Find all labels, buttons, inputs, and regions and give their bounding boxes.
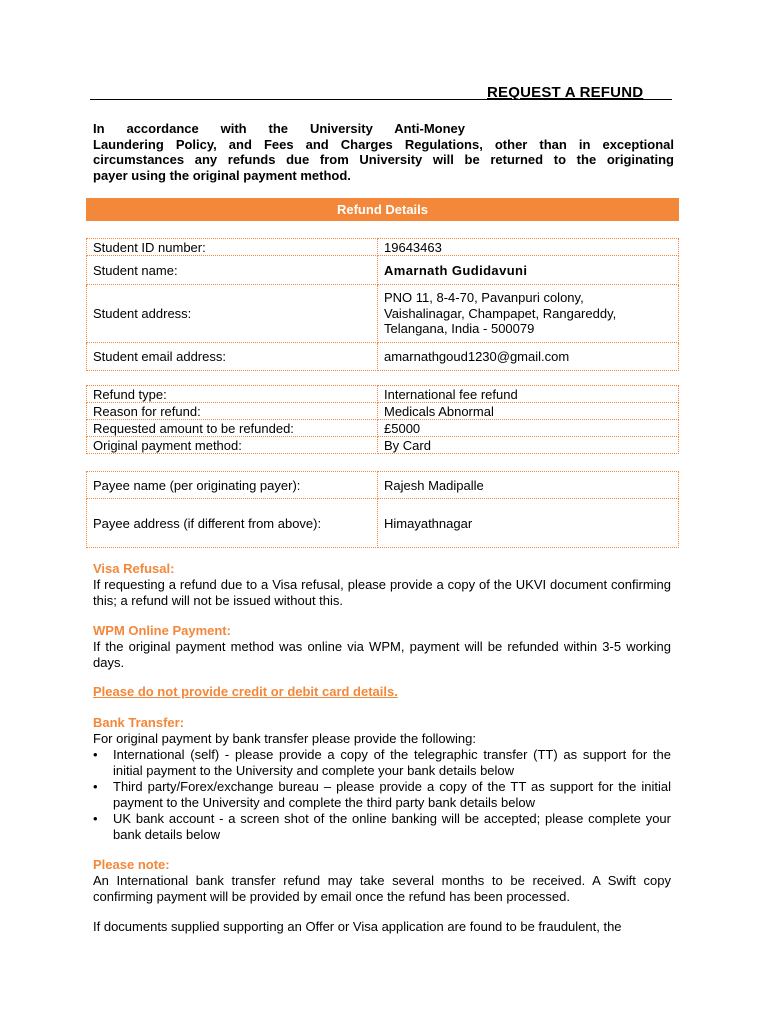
table-row [87,472,679,499]
card-warning [93,684,671,700]
student-email-value[interactable]: amarnathgoud1230@gmail.com [378,343,679,371]
list-item: • UK bank account - a screen shot of the online banking will be accepted; please complete your bank details below [93,811,671,843]
refund-reason-label: Reason for refund: [87,403,378,420]
bank-heading: Bank Transfer: [93,715,185,730]
student-details-table [86,238,679,371]
student-id-value[interactable]: 19643463 [378,239,679,256]
bank-bullet-list [93,747,671,843]
note-section [93,857,671,905]
wpm-heading: WPM Online Payment: [93,623,231,638]
intro-line: In accordance with the University Anti-Money [93,121,465,136]
wpm-section [93,623,671,671]
intro-line: payer using the original payment method. [93,167,351,183]
student-id-label: Student ID number: [87,239,378,256]
table-row [87,437,679,454]
fraud-text: If documents supplied supporting an Offer or Visa application are found to be fraudulent, the [93,919,622,934]
payment-method-value[interactable]: By Card [378,437,679,454]
refund-type-label: Refund type: [87,386,378,403]
student-name-label: Student name: [87,256,378,285]
student-address-value[interactable] [378,285,679,343]
table-row [87,420,679,437]
table-row [87,239,679,256]
table-row [87,386,679,403]
payee-name-label: Payee name (per originating payer): [87,472,378,499]
payee-address-value[interactable]: Himayathnagar [378,499,679,548]
address-line: PNO 11, 8-4-70, Pavanpuri colony, [384,290,584,306]
fraud-section [93,919,671,935]
payment-method-label: Original payment method: [87,437,378,454]
wpm-text: If the original payment method was online via WPM, payment will be refunded within 3-5 working days. [93,639,671,670]
table-row [87,256,679,285]
refund-reason-value[interactable]: Medicals Abnormal [378,403,679,420]
student-name-value[interactable]: Amarnath Gudidavuni [378,256,679,285]
note-heading: Please note: [93,857,170,872]
refund-info-table [86,385,679,454]
payee-name-value[interactable]: Rajesh Madipalle [378,472,679,499]
address-line: Telangana, India - 500079 [384,321,535,337]
intro-line: circumstances any refunds due from University will be returned to the originating [93,152,674,167]
bank-transfer-section [93,715,671,843]
table-row [87,343,679,371]
list-item: • International (self) - please provide a copy of the telegraphic transfer (TT) as support for the initial payment to the University and complete your bank details below [93,747,671,779]
bank-text: For original payment by bank transfer please provide the following: [93,731,476,746]
intro-line: Laundering Policy, and Fees and Charges Regulations, other than in exceptional [93,136,674,152]
intro-paragraph [93,121,674,183]
table-row [87,285,679,343]
address-line: Vaishalinagar, Champapet, Rangareddy, [384,305,617,321]
refund-amount-value[interactable]: £5000 [378,420,679,437]
visa-text: If requesting a refund due to a Visa refusal, please provide a copy of the UKVI document confirming this; a refund will not be issued without this. [93,577,671,608]
list-item: • Third party/Forex/exchange bureau – please provide a copy of the TT as support for the initial payment to the University and complete the third party bank details below [93,779,671,811]
card-warning-text: Please do not provide credit or debit card details. [93,684,398,699]
refund-amount-label: Requested amount to be refunded: [87,420,378,437]
payee-table [86,471,679,548]
note-text: An International bank transfer refund may take several months to be received. A Swift copy confirming payment will be provided by email once the refund has been processed. [93,873,671,904]
visa-refusal-section [93,561,671,609]
refund-type-value[interactable]: International fee refund [378,386,679,403]
student-address-label: Student address: [87,285,378,343]
refund-details-band: Refund Details [86,198,679,221]
payee-address-label: Payee address (if different from above): [87,499,378,548]
page-title: REQUEST A REFUND [487,84,644,101]
table-row [87,499,679,548]
visa-heading: Visa Refusal: [93,561,175,576]
table-row [87,403,679,420]
student-email-label: Student email address: [87,343,378,371]
